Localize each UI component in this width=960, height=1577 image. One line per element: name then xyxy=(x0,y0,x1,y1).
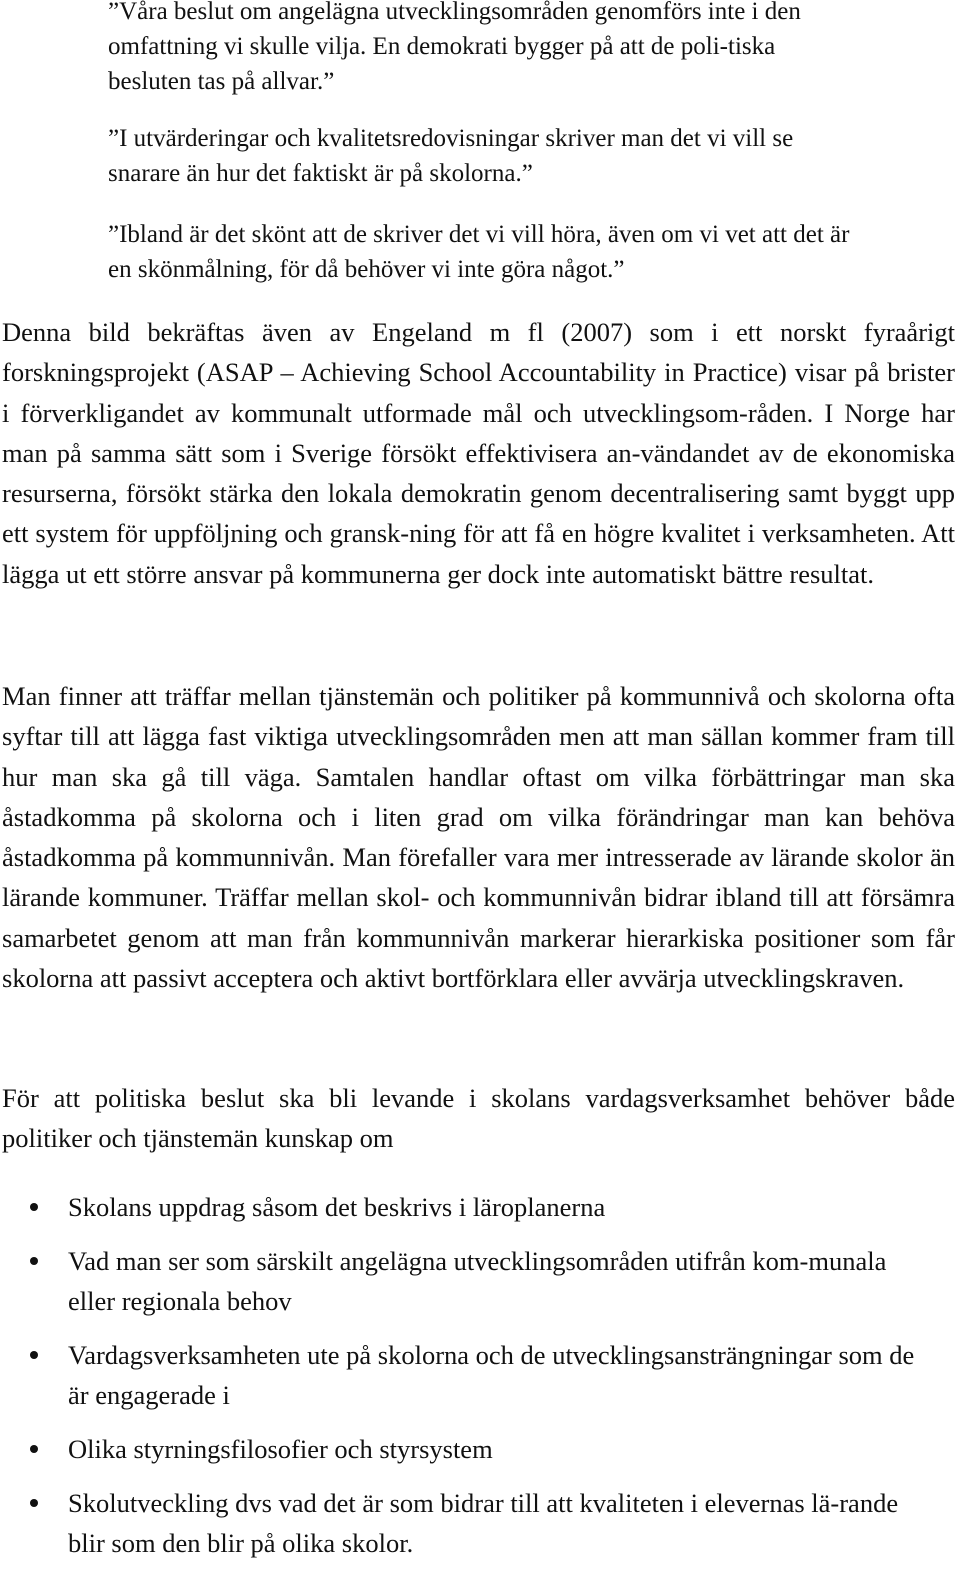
quote-2: ”I utvärderingar och kvalitetsredovisningar skriver man det vi vill se snarare än hur det faktiskt är på skolorna.” xyxy=(108,125,794,187)
paragraph-2: Man finner att träffar mellan tjänstemän och politiker på kommunnivå och skolorna ofta syftar till att lägga fast viktiga utvecklingsområden men att man sällan kommer fram till hur man ska gå till väga. Samtalen handlar oftast om vilka förbättringar man ska åstadkomma på skolorna och i liten grad om vilka förändringar man kan behöva åstadkomma på kommunnivån. Man förefaller vara mer intresserade av lärande skolor än lärande kommuner. Träffar mellan skol- och kommunnivån bidrar ibland till att försämra samarbetet genom att man från kommunnivån markerar hierarkiska positioner som får skolorna att passivt acceptera och aktivt bortförklara eller avvärja utvecklingskraven. xyxy=(2,681,955,994)
bullet-icon xyxy=(30,1351,38,1359)
quote-3: ”Ibland är det skönt att de skriver det vi vill höra, även om vi vet att det är en skönmålning, för då behöver vi inte göra något.” xyxy=(108,221,850,283)
bullet-icon xyxy=(30,1257,38,1265)
bullet-icon xyxy=(30,1445,38,1453)
list-item xyxy=(0,1335,923,1415)
paragraph-3: För att politiska beslut ska bli levande i skolans vardagsverksamhet behöver både politiker och tjänstemän kunskap om xyxy=(2,1083,955,1154)
quote-1: ”Våra beslut om angelägna utvecklingsområden genomförs inte i den omfattning vi skulle vilja. En demokrati bygger på att de poli-tiska besluten tas på allvar.” xyxy=(108,0,801,95)
list-item xyxy=(0,1241,923,1321)
list-item-text: Skolans uppdrag såsom det beskrivs i läroplanerna xyxy=(68,1192,606,1222)
bullet-icon xyxy=(30,1203,38,1211)
list-item-text: Vardagsverksamheten ute på skolorna och de utvecklingsansträngningar som de är engagerade i xyxy=(68,1340,915,1410)
list-item-text: Skolutveckling dvs vad det är som bidrar till att kvaliteten i elevernas lä-rande blir som den blir på olika skolor. xyxy=(68,1488,899,1558)
paragraph-1: Denna bild bekräftas även av Engeland m fl (2007) som i ett norskt fyraårigt forskningsprojekt (ASAP – Achieving School Accountability in Practice) visar på brister i förverkligandet av kommunalt utformade mål och utvecklingsom-råden. I Norge har man på samma sätt som i Sverige försökt effektivisera an-vändandet av de ekonomiska resurserna, försökt stärka den lokala demokratin genom decentralisering samt byggt upp ett system för uppföljning och gransk-ning för att få en högre kvalitet i verksamheten. Att lägga ut ett större ansvar på kommunerna ger dock inte automatiskt bättre resultat. xyxy=(2,317,955,589)
list-item-text: Olika styrningsfilosofier och styrsystem xyxy=(68,1434,493,1464)
bullet-list xyxy=(0,1187,960,1577)
list-item xyxy=(0,1187,923,1227)
bullet-icon xyxy=(30,1499,38,1507)
list-item-text: Vad man ser som särskilt angelägna utvecklingsområden utifrån kom-munala eller regionala behov xyxy=(68,1246,887,1316)
list-item xyxy=(0,1429,923,1469)
list-item xyxy=(0,1483,923,1563)
